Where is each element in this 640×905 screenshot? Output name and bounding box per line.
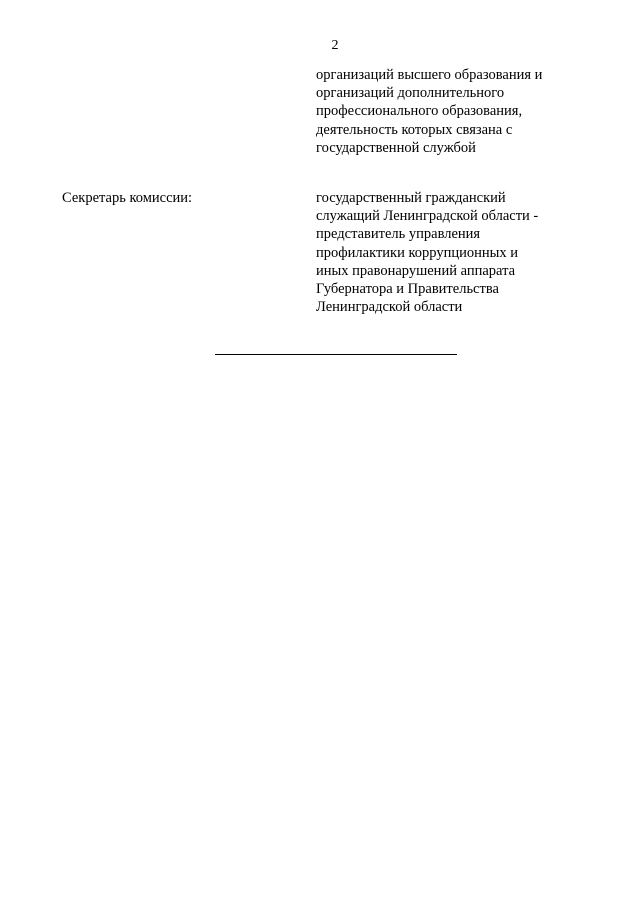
text-line: организаций дополнительного: [316, 85, 505, 102]
text-line: представитель управления: [316, 226, 481, 243]
text-line: профилактики коррупционных и: [316, 244, 519, 261]
page-number: 2: [331, 38, 339, 53]
text-line: государственной службой: [316, 139, 476, 156]
secretary-description: [316, 189, 616, 316]
secretary-label: Секретарь комиссии:: [62, 190, 193, 206]
text-line: организаций высшего образования и: [316, 67, 543, 83]
text-line: деятельность которых связана с: [316, 121, 513, 138]
text-line: профессионального образования,: [316, 103, 523, 120]
end-of-document-rule: [215, 354, 457, 355]
text-line: иных правонарушений аппарата: [316, 262, 516, 279]
member-description-continuation: [316, 66, 616, 157]
text-line: служащий Ленинградской области -: [316, 208, 539, 225]
text-line: Ленинградской области: [316, 299, 463, 316]
text-line: государственный гражданский: [316, 190, 506, 206]
text-line: Губернатора и Правительства: [316, 281, 499, 298]
